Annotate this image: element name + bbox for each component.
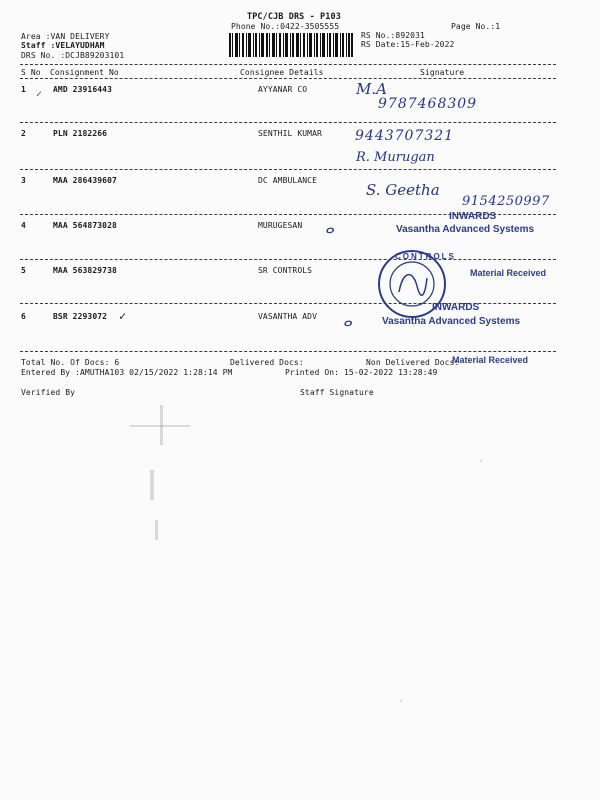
scan-noise [480,460,482,462]
stamp-inwards: INWARDS [432,302,480,313]
verified-by: Verified By [21,388,76,397]
rs-number: RS No.:892031 [361,31,425,40]
row-consignee: VASANTHA ADV [258,312,317,321]
document-title: TPC/CJB DRS - P103 [247,12,341,22]
row-consignment: MAA 564873028 [53,221,117,230]
column-consignment: Consignment No [50,68,119,77]
header-divider-bottom [20,78,556,79]
row-consignee: AYYANAR CO [258,85,308,94]
table-end-divider [20,351,556,352]
row-consignment: MAA 563829738 [53,266,117,275]
row-consignee: MURUGESAN [258,221,303,230]
handwritten-signature: M.A [356,80,387,98]
staff-signature: Staff Signature [300,388,374,397]
seal-text: CONTROLS [395,252,456,261]
phone-number: Phone No.:0422-3505555 [231,22,340,31]
stamp-material-received: Material Received [452,355,529,365]
handwritten-signature: R. Murugan [356,150,435,165]
row-sno: 1 [21,85,26,94]
column-sno: S No [21,68,41,77]
printed-on: Printed On: 15-02-2022 13:28:49 [285,368,438,377]
pen-mark: ⸝ [36,84,43,98]
row-consignee: SR CONTROLS [258,266,313,275]
pen-check-mark: ✓ [119,309,127,323]
pen-mark: ⴰ [325,221,335,237]
row-sno: 2 [21,129,26,138]
row-consignee: SENTHIL KUMAR [258,129,322,138]
handwritten-phone: 9443707321 [355,128,455,144]
area-label: Area :VAN DELIVERY [21,32,110,41]
column-consignee: Consignee Details [240,68,324,77]
rs-date: RS Date:15-Feb-2022 [361,40,455,49]
drs-number: DRS No. :DCJB89203101 [21,51,125,60]
stamp-company: Vasantha Advanced Systems [396,224,535,235]
page-number: Page No.:1 [451,22,501,31]
delivered-docs: Delivered Docs: [230,358,304,367]
row-consignment: AMD 23916443 [53,85,112,94]
scan-noise [400,700,402,702]
handwritten-phone: 9787468309 [378,96,478,112]
row-consignee: DC AMBULANCE [258,176,317,185]
row-consignment: MAA 286439607 [53,176,117,185]
stamp-inwards: INWARDS [449,211,497,222]
staff-label: Staff :VELAYUDHAM [21,41,105,50]
row-divider [20,169,556,170]
scan-noise [155,520,158,540]
row-sno: 6 [21,312,26,321]
non-delivered-docs: Non Delivered Docs: [366,358,460,367]
stamp-company: Vasantha Advanced Systems [382,316,521,327]
row-consignment: PLN 2182266 [53,129,108,138]
handwritten-signature: S. Geetha [366,181,440,199]
stamp-material-received: Material Received [470,268,547,278]
handwritten-phone: 9154250997 [462,194,550,209]
row-sno: 4 [21,221,26,230]
row-divider [20,122,556,123]
scan-noise [130,425,190,427]
row-divider [20,259,556,260]
scan-noise [150,470,154,500]
pen-mark: ⴰ [343,314,353,330]
column-signature: Signature [420,68,465,77]
row-consignment: BSR 2293072 [53,312,108,321]
barcode [229,33,353,57]
row-sno: 5 [21,266,26,275]
total-docs: Total No. Of Docs: 6 [21,358,120,367]
entered-by: Entered By :AMUTHA103 02/15/2022 1:28:14 PM [21,368,233,377]
row-sno: 3 [21,176,26,185]
header-divider-top [20,64,556,65]
